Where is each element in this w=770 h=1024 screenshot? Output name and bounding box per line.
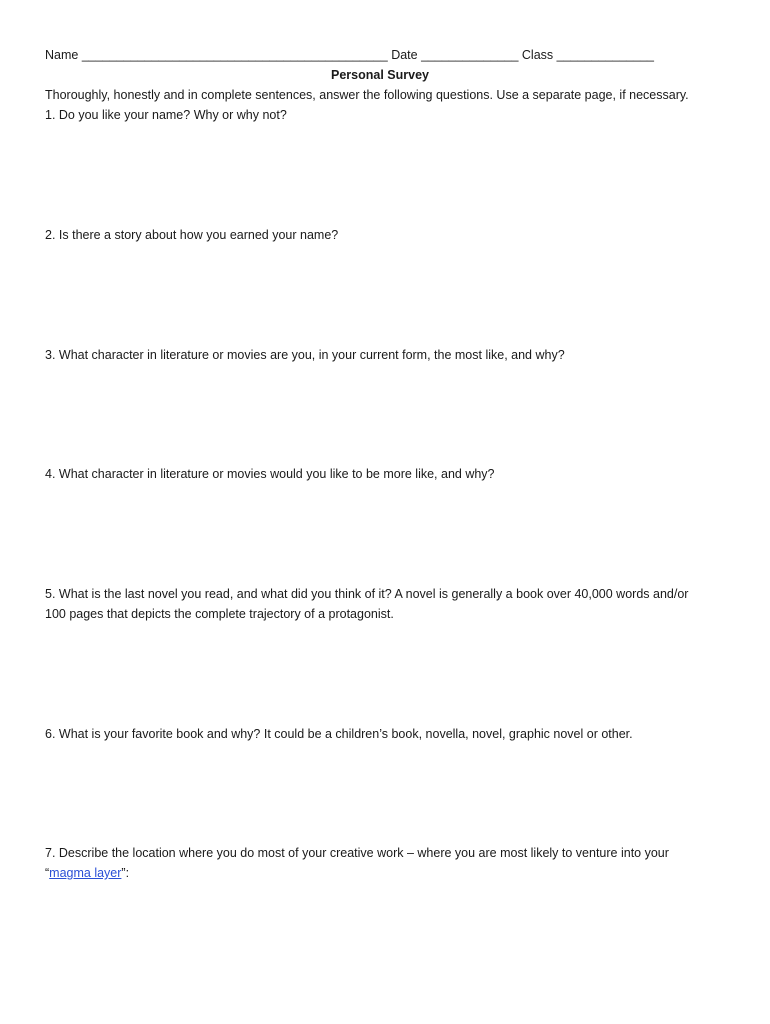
date-blank: ______________	[421, 48, 519, 62]
page-title: Personal Survey	[331, 68, 429, 82]
question-6: 6. What is your favorite book and why? It could be a children’s book, novella, novel, graphic novel or other.	[45, 727, 633, 741]
question-7-line-2	[45, 864, 129, 882]
date-label: Date	[391, 48, 418, 62]
question-2: 2. Is there a story about how you earned your name?	[45, 228, 339, 242]
question-3: 3. What character in literature or movies are you, in your current form, the most like, and why?	[45, 348, 565, 362]
header-fields	[45, 46, 654, 64]
question-7-line-1: 7. Describe the location where you do most of your creative work – where you are most likely to venture into your	[45, 846, 669, 860]
question-5-line-2: 100 pages that depicts the complete trajectory of a protagonist.	[45, 607, 394, 621]
name-label: Name	[45, 48, 79, 62]
close-quote: ”:	[121, 866, 130, 880]
class-blank: ______________	[556, 48, 654, 62]
question-1: 1. Do you like your name? Why or why not?	[45, 108, 287, 122]
magma-layer-link[interactable]: magma layer	[49, 866, 122, 880]
question-5-line-1: 5. What is the last novel you read, and what did you think of it? A novel is generally a book over 40,000 words and/or	[45, 587, 689, 601]
class-label: Class	[521, 48, 554, 62]
open-quote: “	[45, 866, 50, 880]
instructions-text: Thoroughly, honestly and in complete sentences, answer the following questions. Use a separate page, if necessary.	[45, 88, 689, 102]
name-blank: ____________________________________________	[81, 48, 388, 62]
question-4: 4. What character in literature or movies would you like to be more like, and why?	[45, 467, 495, 481]
